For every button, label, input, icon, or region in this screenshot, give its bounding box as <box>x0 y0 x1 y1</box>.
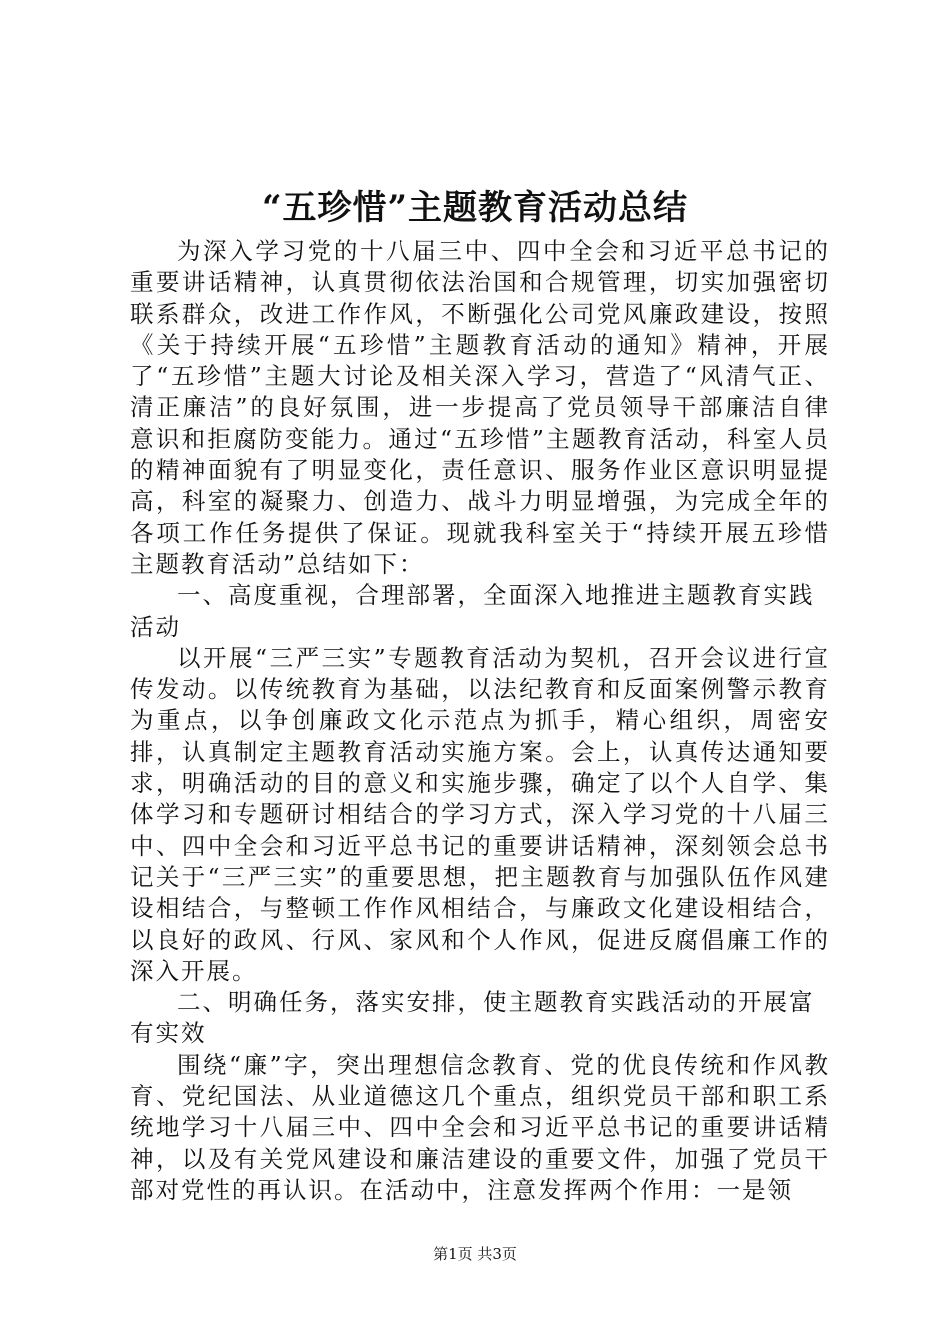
document-title: “五珍惜”主题教育活动总结 <box>261 188 689 228</box>
section-1-paragraph: 以开展“三严三实”专题教育活动为契机，召开会议进行宣传发动。以传统教育为基础，以法纪教育和反面案例警示教育为重点，以争创廉政文化示范点为抓手，精心组织，周密安排，认真制定主题教育活动实施方案。会上，认真传达通知要求，明确活动的目的意义和实施步骤，确定了以个人自学、集体学习和专题研讨相结合的学习方式，深入学习党的十八届三中、四中全会和习近平总书记的重要讲话精神，深刻领会总书记关于“三严三实”的重要思想，把主题教育与加强队伍作风建设相结合，与整顿工作作风相结合，与廉政文化建设相结合，以良好的政风、行风、家风和个人作风，促进反腐倡廉工作的深入开展。 <box>130 643 830 985</box>
page-number-footer: 第1页 共3页 <box>433 1245 517 1263</box>
document-body <box>130 236 830 1206</box>
section-heading-2: 二、明确任务，落实安排，使主题教育实践活动的开展富有实效 <box>130 988 815 1048</box>
section-2-paragraph: 围绕“廉”字，突出理想信念教育、党的优良传统和作风教育、党纪国法、从业道德这几个重点，组织党员干部和职工系统地学习十八届三中、四中全会和习近平总书记的重要讲话精神，以及有关党风建设和廉洁建设的重要文件，加强了党员干部对党性的再认识。在活动中，注意发挥两个作用：一是领 <box>130 1050 830 1204</box>
section-heading-1: 一、高度重视，合理部署，全面深入地推进主题教育实践活动 <box>130 581 815 641</box>
intro-paragraph: 为深入学习党的十八届三中、四中全会和习近平总书记的重要讲话精神，认真贯彻依法治国和合规管理，切实加强密切联系群众，改进工作作风，不断强化公司党风廉政建设，按照《关于持续开展“五珍惜”主题教育活动的通知》精神，开展了“五珍惜”主题大讨论及相关深入学习，营造了“风清气正、清正廉洁”的良好氛围，进一步提高了党员领导干部廉洁自律意识和拒腐防变能力。通过“五珍惜”主题教育活动，科室人员的精神面貌有了明显变化，责任意识、服务作业区意识明显提高，科室的凝聚力、创造力、战斗力明显增强，为完成全年的各项工作任务提供了保证。现就我科室关于“持续开展五珍惜主题教育活动”总结如下： <box>130 237 830 578</box>
